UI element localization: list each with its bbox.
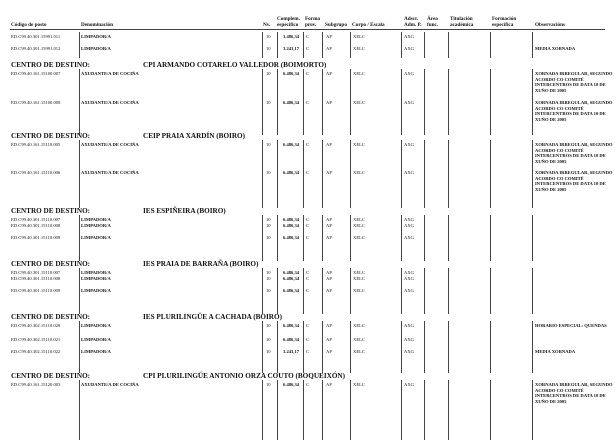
- column-rule: [350, 321, 351, 373]
- position-code: ED.C99.40.301.15110.007: [11, 270, 61, 275]
- position-code: ED.C99.40.301.15110.007: [11, 217, 61, 222]
- subgroup-value: AP: [326, 276, 332, 281]
- position-name: AXUDANTE/A DE COCIÑA: [81, 382, 139, 387]
- column-rule: [490, 140, 491, 208]
- column-rule: [277, 380, 278, 440]
- centre-label: CENTRO DE DESTINO:: [11, 132, 91, 140]
- provision-form: C: [306, 349, 310, 354]
- complement-value: 6.486,34: [283, 170, 300, 175]
- column-rule: [262, 140, 263, 208]
- header-nivel: Nv.: [263, 22, 271, 28]
- centre-label: CENTRO DE DESTINO:: [11, 260, 91, 268]
- adscription-value: AXG: [404, 276, 414, 281]
- corps-value: XELC: [353, 100, 365, 105]
- adscription-value: AXG: [404, 323, 414, 328]
- adscription-value: AXG: [404, 34, 414, 39]
- corps-value: XELC: [353, 270, 365, 275]
- provision-form: C: [306, 323, 310, 328]
- column-rule: [277, 69, 278, 135]
- column-rule: [322, 321, 323, 373]
- column-rule: [448, 380, 449, 440]
- centre-name: IES ESPIÑEIRA (BOIRO): [143, 207, 226, 215]
- level-value: 10: [266, 71, 271, 76]
- position-name: AXUDANTE/A DE COCIÑA: [81, 170, 139, 175]
- position-name: LIMPADOR/A: [81, 349, 111, 354]
- adscription-value: AXG: [404, 223, 414, 228]
- position-name: LIMPADOR/A: [81, 217, 111, 222]
- column-rule: [350, 380, 351, 440]
- provision-form: C: [306, 288, 310, 293]
- level-value: 10: [266, 100, 271, 105]
- header-rule: [10, 29, 605, 30]
- column-rule: [322, 140, 323, 208]
- level-value: 10: [266, 142, 271, 147]
- adscription-value: AXG: [404, 382, 414, 387]
- header-observacions: Observacións: [535, 22, 565, 28]
- column-rule: [303, 32, 304, 58]
- complement-value: 3.243,17: [283, 46, 300, 51]
- column-rule: [350, 268, 351, 314]
- level-value: 10: [266, 323, 271, 328]
- subgroup-value: AP: [326, 142, 332, 147]
- position-name: LIMPADOR/A: [81, 223, 111, 228]
- column-rule: [401, 140, 402, 208]
- subgroup-value: AP: [326, 71, 332, 76]
- column-rule: [401, 321, 402, 373]
- column-rule: [424, 69, 425, 135]
- position-name: AXUDANTE/A DE COCIÑA: [81, 100, 139, 105]
- column-rule: [277, 215, 278, 261]
- position-name: LIMPADOR/A: [81, 276, 111, 281]
- header-adscr-2: Adm. P.: [404, 22, 422, 28]
- column-rule: [277, 321, 278, 373]
- column-rule: [424, 268, 425, 314]
- position-code: ED.C99.40.301.15110.009: [11, 288, 61, 293]
- position-code: ED.C99.40.302.15110.021: [11, 337, 61, 342]
- column-rule: [79, 268, 80, 314]
- level-value: 10: [266, 170, 271, 175]
- level-value: 10: [266, 382, 271, 387]
- subgroup-value: AP: [326, 235, 332, 240]
- position-name: AXUDANTE/A DE COCIÑA: [81, 71, 139, 76]
- complement-value: 6.486,34: [283, 276, 300, 281]
- header-complemento-1: Complem.: [277, 16, 300, 22]
- column-rule: [532, 321, 533, 373]
- header-formacion-1: Formación: [492, 16, 517, 22]
- position-code: ED.C99.40.301.15110.008: [11, 276, 61, 281]
- header-corpo: Corpo / Escala: [352, 22, 385, 28]
- column-rule: [448, 32, 449, 58]
- corps-value: XELC: [353, 71, 365, 76]
- corps-value: XELC: [353, 323, 365, 328]
- level-value: 10: [266, 349, 271, 354]
- centre-label: CENTRO DE DESTINO:: [11, 313, 91, 321]
- column-rule: [303, 321, 304, 373]
- complement-value: 6.486,34: [283, 288, 300, 293]
- column-rule: [424, 215, 425, 261]
- column-rule: [448, 215, 449, 261]
- position-name: LIMPADOR/A: [81, 337, 111, 342]
- subgroup-value: AP: [326, 217, 332, 222]
- column-rule: [322, 32, 323, 58]
- column-rule: [350, 32, 351, 58]
- position-name: LIMPADOR/A: [81, 323, 111, 328]
- position-code: ED.C99.40.302.15110.022: [11, 349, 61, 354]
- complement-value: 6.486,34: [283, 71, 300, 76]
- subgroup-value: AP: [326, 223, 332, 228]
- complement-value: 3.486,34: [283, 34, 300, 39]
- column-rule: [532, 69, 533, 135]
- corps-value: XELC: [353, 217, 365, 222]
- subgroup-value: AP: [326, 34, 332, 39]
- column-rule: [490, 321, 491, 373]
- complement-value: 6.486,34: [283, 323, 300, 328]
- column-rule: [401, 380, 402, 440]
- complement-value: 6.486,34: [283, 142, 300, 147]
- subgroup-value: AP: [326, 46, 332, 51]
- complement-value: 6.486,34: [283, 100, 300, 105]
- centre-name: IES PLURILINGÜE A CACHADA (BOIRO): [143, 313, 282, 321]
- adscription-value: AXG: [404, 235, 414, 240]
- header-area-1: Área: [427, 16, 438, 22]
- column-rule: [401, 268, 402, 314]
- column-rule: [350, 69, 351, 135]
- level-value: 10: [266, 235, 271, 240]
- column-rule: [532, 268, 533, 314]
- adscription-value: AXG: [404, 46, 414, 51]
- complement-value: 6.486,34: [283, 235, 300, 240]
- header-titulacion-1: Titulación: [450, 16, 473, 22]
- adscription-value: AXG: [404, 100, 414, 105]
- level-value: 10: [266, 34, 271, 39]
- provision-form: C: [306, 34, 310, 39]
- level-value: 10: [266, 217, 271, 222]
- column-rule: [277, 268, 278, 314]
- position-code: ED.C99.40.301.15110.008: [11, 223, 61, 228]
- column-rule: [322, 215, 323, 261]
- column-rule: [424, 321, 425, 373]
- column-rule: [303, 380, 304, 440]
- corps-value: XELC: [353, 142, 365, 147]
- position-code: ED.C99.40.161.15100.008: [11, 100, 61, 105]
- corps-value: XELC: [353, 34, 365, 39]
- level-value: 10: [266, 276, 271, 281]
- position-name: LIMPADOR/A: [81, 46, 111, 51]
- column-rule: [79, 215, 80, 261]
- provision-form: C: [306, 337, 310, 342]
- column-rule: [277, 140, 278, 208]
- header-titulacion-2: académica: [450, 22, 474, 28]
- corps-value: XELC: [353, 349, 365, 354]
- column-rule: [424, 32, 425, 58]
- column-rule: [262, 32, 263, 58]
- observation-text: XORNADA IRREGULAR, SEGUNDO ACORDO CO COMITÉ INTERCENTROS DE DATA 10 DE XUÑO DE 2005: [535, 382, 613, 404]
- observation-text: XORNADA IRREGULAR, SEGUNDO ACORDO CO COMITÉ INTERCENTROS DE DATA 10 DE XUÑO DE 2005: [535, 71, 613, 93]
- level-value: 10: [266, 46, 271, 51]
- column-rule: [532, 140, 533, 208]
- column-rule: [448, 268, 449, 314]
- centre-name: CPI ARMANDO COTARELO VALLEDOR (BOIMORTO): [143, 61, 327, 69]
- position-code: ED.C99.40.301.15991.011: [11, 34, 61, 39]
- column-rule: [448, 140, 449, 208]
- header-forma-2: prov.: [305, 22, 317, 28]
- provision-form: C: [306, 217, 310, 222]
- observation-text: HORARIO ESPECIAL: QUENDAS: [535, 323, 607, 328]
- provision-form: C: [306, 142, 310, 147]
- adscription-value: AXG: [404, 337, 414, 342]
- subgroup-value: AP: [326, 382, 332, 387]
- level-value: 10: [266, 223, 271, 228]
- provision-form: C: [306, 46, 310, 51]
- adscription-value: AXG: [404, 217, 414, 222]
- column-rule: [277, 32, 278, 58]
- provision-form: C: [306, 235, 310, 240]
- subgroup-value: AP: [326, 337, 332, 342]
- position-code: ED.C99.40.161.15110.006: [11, 170, 61, 175]
- header-adscr-1: Adscr.: [404, 16, 419, 22]
- complement-value: 6.486,34: [283, 382, 300, 387]
- adscription-value: AXG: [404, 170, 414, 175]
- complement-value: 6.486,34: [283, 223, 300, 228]
- column-rule: [262, 268, 263, 314]
- corps-value: XELC: [353, 170, 365, 175]
- column-rule: [490, 268, 491, 314]
- adscription-value: AXG: [404, 270, 414, 275]
- provision-form: C: [306, 270, 310, 275]
- column-rule: [303, 140, 304, 208]
- complement-value: 3.243,17: [283, 349, 300, 354]
- position-code: ED.C99.40.302.15110.020: [11, 323, 61, 328]
- column-rule: [303, 69, 304, 135]
- column-rule: [424, 140, 425, 208]
- adscription-value: AXG: [404, 71, 414, 76]
- column-rule: [322, 380, 323, 440]
- position-name: LIMPADOR/A: [81, 34, 111, 39]
- corps-value: XELC: [353, 235, 365, 240]
- observation-text: XORNADA IRREGULAR, SEGUNDO ACORDO CO COMITÉ INTERCENTROS DE DATA 10 DE XUÑO DE 2005: [535, 170, 613, 192]
- provision-form: C: [306, 276, 310, 281]
- centre-name: IES PRAIA DE BARRAÑA (BOIRO): [143, 260, 259, 268]
- centre-label: CENTRO DE DESTINO:: [11, 61, 91, 69]
- column-rule: [79, 140, 80, 208]
- header-denominacion: Denominación: [81, 22, 113, 28]
- subgroup-value: AP: [326, 100, 332, 105]
- column-rule: [79, 69, 80, 135]
- column-rule: [401, 69, 402, 135]
- column-rule: [79, 32, 80, 58]
- position-name: AXUDANTE/A DE COCIÑA: [81, 142, 139, 147]
- subgroup-value: AP: [326, 323, 332, 328]
- centre-label: CENTRO DE DESTINO:: [11, 207, 91, 215]
- column-rule: [79, 380, 80, 440]
- subgroup-value: AP: [326, 349, 332, 354]
- column-rule: [490, 32, 491, 58]
- centre-label: CENTRO DE DESTINO:: [11, 372, 91, 380]
- centre-name: CPI PLURILINGÜE ANTONIO ORZA COUTO (BOQUEIXÓN): [143, 372, 346, 380]
- provision-form: C: [306, 100, 310, 105]
- column-rule: [262, 380, 263, 440]
- corps-value: XELC: [353, 288, 365, 293]
- adscription-value: AXG: [404, 142, 414, 147]
- provision-form: C: [306, 71, 310, 76]
- column-rule: [303, 268, 304, 314]
- column-rule: [401, 32, 402, 58]
- position-code: ED.C99.40.301.15991.012: [11, 46, 61, 51]
- column-rule: [490, 215, 491, 261]
- column-rule: [448, 69, 449, 135]
- corps-value: XELC: [353, 223, 365, 228]
- observation-text: MEDIA XORNADA: [535, 46, 576, 51]
- level-value: 10: [266, 337, 271, 342]
- level-value: 10: [266, 288, 271, 293]
- position-name: LIMPADOR/A: [81, 235, 111, 240]
- position-code: ED.C99.40.161.15110.005: [11, 142, 61, 147]
- observation-text: XORNADA IRREGULAR, SEGUNDO ACORDO CO COMITÉ INTERCENTROS DE DATA 10 DE XUÑO DE 2005: [535, 142, 613, 164]
- column-rule: [262, 69, 263, 135]
- column-rule: [532, 380, 533, 440]
- header-complemento-2: específico: [277, 22, 299, 28]
- column-rule: [350, 215, 351, 261]
- provision-form: C: [306, 223, 310, 228]
- position-code: ED.C99.40.161.15100.007: [11, 71, 61, 76]
- column-rule: [424, 380, 425, 440]
- header-codigo: Código de posto: [11, 22, 47, 28]
- level-value: 10: [266, 270, 271, 275]
- column-rule: [322, 268, 323, 314]
- column-rule: [350, 140, 351, 208]
- column-rule: [401, 215, 402, 261]
- position-name: LIMPADOR/A: [81, 288, 111, 293]
- column-rule: [490, 69, 491, 135]
- provision-form: C: [306, 170, 310, 175]
- corps-value: XELC: [353, 276, 365, 281]
- column-rule: [532, 32, 533, 58]
- complement-value: 6.486,34: [283, 217, 300, 222]
- centre-name: CEIP PRAIA XARDÍN (BOIRO): [143, 132, 246, 140]
- column-rule: [490, 380, 491, 440]
- header-formacion-2: específica: [492, 22, 514, 28]
- observation-text: MEDIA XORNADA: [535, 349, 576, 354]
- column-rule: [448, 321, 449, 373]
- subgroup-value: AP: [326, 170, 332, 175]
- corps-value: XELC: [353, 337, 365, 342]
- subgroup-value: AP: [326, 270, 332, 275]
- complement-value: 6.486,34: [283, 337, 300, 342]
- header-subgrupo: Subgrupo: [325, 22, 347, 28]
- adscription-value: AXG: [404, 349, 414, 354]
- column-rule: [322, 69, 323, 135]
- provision-form: C: [306, 382, 310, 387]
- column-rule: [79, 321, 80, 373]
- observation-text: XORNADA IRREGULAR, SEGUNDO ACORDO CO COMITÉ INTERCENTROS DE DATA 10 DE XUÑO DE 2005: [535, 100, 613, 122]
- column-rule: [262, 321, 263, 373]
- column-rule: [532, 215, 533, 261]
- subgroup-value: AP: [326, 288, 332, 293]
- header-forma-1: Forma: [305, 16, 320, 22]
- position-name: LIMPADOR/A: [81, 270, 111, 275]
- column-rule: [303, 215, 304, 261]
- adscription-value: AXG: [404, 288, 414, 293]
- corps-value: XELC: [353, 46, 365, 51]
- column-rule: [262, 215, 263, 261]
- position-code: ED.C99.40.301.15110.009: [11, 235, 61, 240]
- position-code: ED.C99.40.161.15120.003: [11, 382, 61, 387]
- header-area-2: func.: [427, 22, 439, 28]
- complement-value: 6.486,34: [283, 270, 300, 275]
- corps-value: XELC: [353, 382, 365, 387]
